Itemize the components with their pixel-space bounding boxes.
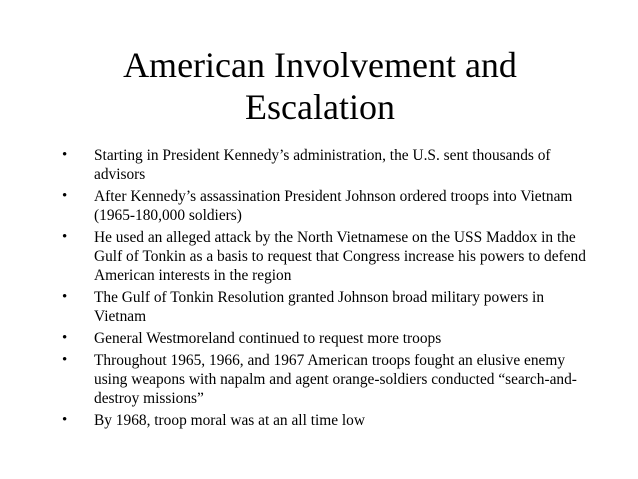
bullet-text: By 1968, troop moral was at an all time low [94, 412, 365, 429]
bullet-item [62, 351, 592, 408]
bullet-icon: • [62, 289, 68, 305]
bullet-item [62, 228, 592, 285]
bullet-text: Throughout 1965, 1966, and 1967 American troops fought an elusive enemy using weapons with napalm and agent orange-soldiers conducted “search-and-destroy missions” [94, 352, 577, 407]
bullet-icon: • [62, 147, 68, 163]
bullet-item [62, 329, 592, 348]
bullet-icon: • [62, 229, 68, 245]
bullet-icon: • [62, 188, 68, 204]
bullet-item [62, 411, 592, 430]
bullet-item [62, 187, 592, 225]
bullet-text: Starting in President Kennedy’s administration, the U.S. sent thousands of advisors [94, 147, 551, 183]
bullet-text: He used an alleged attack by the North Vietnamese on the USS Maddox in the Gulf of Tonkin as a basis to request that Congress increase his powers to defend American interests in the region [94, 229, 586, 284]
slide-title [60, 44, 580, 128]
bullet-icon: • [62, 330, 68, 346]
bullet-icon: • [62, 352, 68, 368]
slide-title-line-2: Escalation [245, 87, 395, 127]
bullet-text: The Gulf of Tonkin Resolution granted Johnson broad military powers in Vietnam [94, 289, 545, 325]
bullet-item [62, 288, 592, 326]
slide-title-line-1: American Involvement and [123, 45, 517, 85]
bullet-icon: • [62, 412, 68, 428]
bullet-text: After Kennedy’s assassination President Johnson ordered troops into Vietnam (1965-180,000 soldiers) [94, 188, 573, 224]
bullet-list [62, 146, 592, 433]
bullet-text: General Westmoreland continued to request more troops [94, 330, 442, 347]
bullet-item [62, 146, 592, 184]
